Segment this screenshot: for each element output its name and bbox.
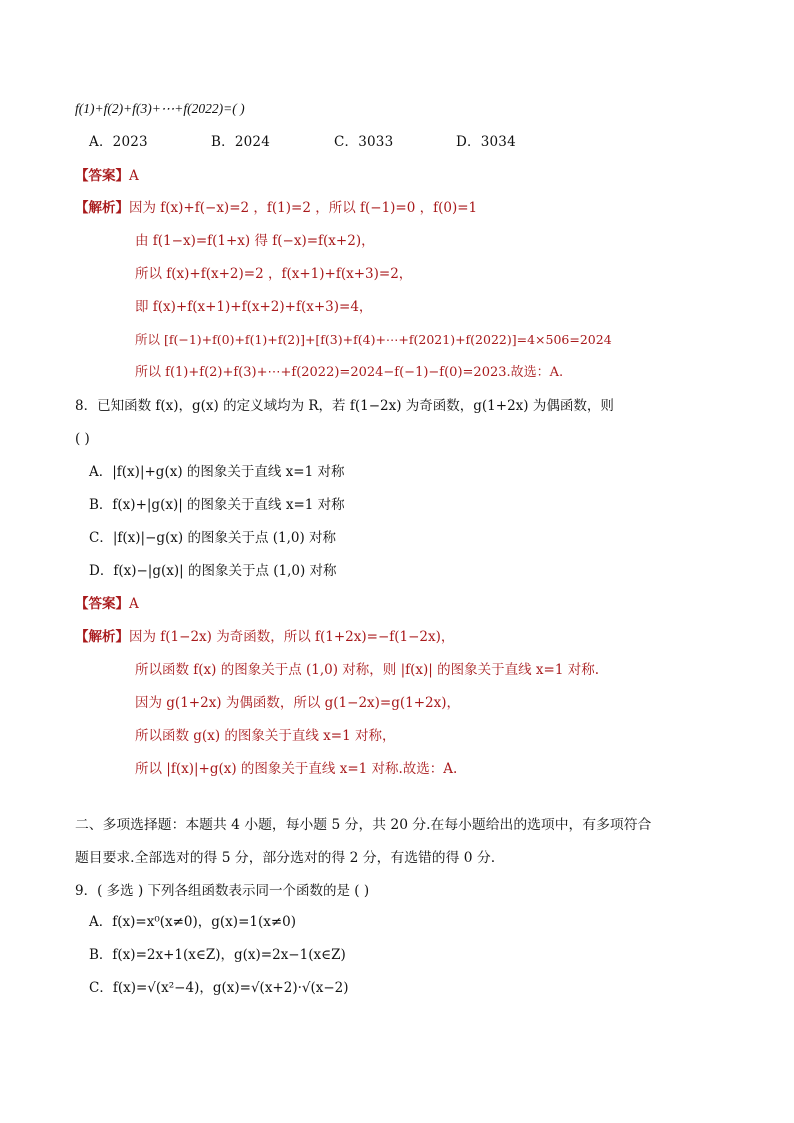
q7-analysis-step-4: 即 f(x)+f(x+1)+f(x+2)+f(x+3)=4， — [135, 299, 373, 315]
q9-option-b: B．f(x)=2x+1(x∈Z)，g(x)=2x−1(x∈Z) — [89, 947, 346, 963]
answer-label: 【答案】 — [75, 596, 129, 612]
q8-analysis-step-2: 所以函数 f(x) 的图象关于点 (1,0) 对称，则 |f(x)| 的图象关于直线 x=1 对称. — [135, 662, 600, 678]
q7-answer-line — [75, 166, 139, 186]
q7-stem: f(1)+f(2)+f(3)+⋯+f(2022)=( ) — [75, 101, 245, 116]
q7-option-d: D．3034 — [456, 134, 516, 150]
q7-analysis-line-1 — [75, 198, 477, 218]
q8-stem: 8．已知函数 f(x)，g(x) 的定义域均为 R，若 f(1−2x) 为奇函数，g(1+2x) 为偶函数，则 — [75, 398, 614, 414]
analysis-step: 因为 f(x)+f(−x)=2 ，f(1)=2 ，所以 f(−1)=0 ，f(0)=1 — [129, 200, 478, 216]
q8-answer-line — [75, 594, 139, 614]
q8-analysis-line-1 — [75, 627, 454, 647]
q8-option-c: C．|f(x)|−g(x) 的图象关于点 (1,0) 对称 — [89, 530, 337, 546]
q8-analysis-step-5: 所以 |f(x)|+g(x) 的图象关于直线 x=1 对称.故选：A. — [135, 761, 458, 777]
q7-analysis-step-3: 所以 f(x)+f(x+2)=2 ，f(x+1)+f(x+3)=2， — [135, 266, 413, 282]
q7-analysis-step-5: 所以 [f(−1)+f(0)+f(1)+f(2)]+[f(3)+f(4)+⋯+f(2021)+f(2022)]=4×506=2024 — [135, 332, 612, 347]
q8-option-d: D．f(x)−|g(x)| 的图象关于点 (1,0) 对称 — [89, 563, 337, 579]
answer-value: A — [129, 596, 139, 612]
q8-option-a: A．|f(x)|+g(x) 的图象关于直线 x=1 对称 — [89, 464, 345, 480]
q9-option-c: C．f(x)=√(x²−4)，g(x)=√(x+2)·√(x−2) — [89, 980, 349, 996]
q8-analysis-step-3: 因为 g(1+2x) 为偶函数，所以 g(1−2x)=g(1+2x)， — [135, 695, 461, 711]
answer-label: 【答案】 — [75, 168, 129, 184]
analysis-label: 【解析】 — [75, 200, 129, 216]
section-2-instructions-line-2: 题目要求.全部选对的得 5 分，部分选对的得 2 分，有选错的得 0 分. — [75, 850, 496, 866]
analysis-label: 【解析】 — [75, 629, 129, 645]
q7-analysis-step-6: 所以 f(1)+f(2)+f(3)+⋯+f(2022)=2024−f(−1)−f(0)=2023.故选：A. — [135, 365, 564, 380]
q7-option-a: A．2023 — [89, 134, 148, 150]
section-2-instructions-line-1: 二、多项选择题：本题共 4 小题，每小题 5 分，共 20 分.在每小题给出的选项中，有多项符合 — [75, 817, 652, 833]
q8-option-b: B．f(x)+|g(x)| 的图象关于直线 x=1 对称 — [89, 497, 345, 513]
q9-option-a: A．f(x)=x⁰(x≠0)，g(x)=1(x≠0) — [89, 914, 297, 930]
answer-value: A — [129, 168, 139, 184]
q7-option-c: C．3033 — [334, 134, 394, 150]
q7-option-b: B．2024 — [211, 134, 270, 150]
q8-paren: ( ) — [75, 431, 90, 447]
analysis-step: 因为 f(1−2x) 为奇函数，所以 f(1+2x)=−f(1−2x)， — [129, 629, 455, 645]
q7-analysis-step-2: 由 f(1−x)=f(1+x) 得 f(−x)=f(x+2)， — [135, 233, 375, 249]
q9-stem: 9．( 多选 ) 下列各组函数表示同一个函数的是 ( ) — [75, 883, 370, 899]
q8-analysis-step-4: 所以函数 g(x) 的图象关于直线 x=1 对称， — [135, 728, 396, 744]
